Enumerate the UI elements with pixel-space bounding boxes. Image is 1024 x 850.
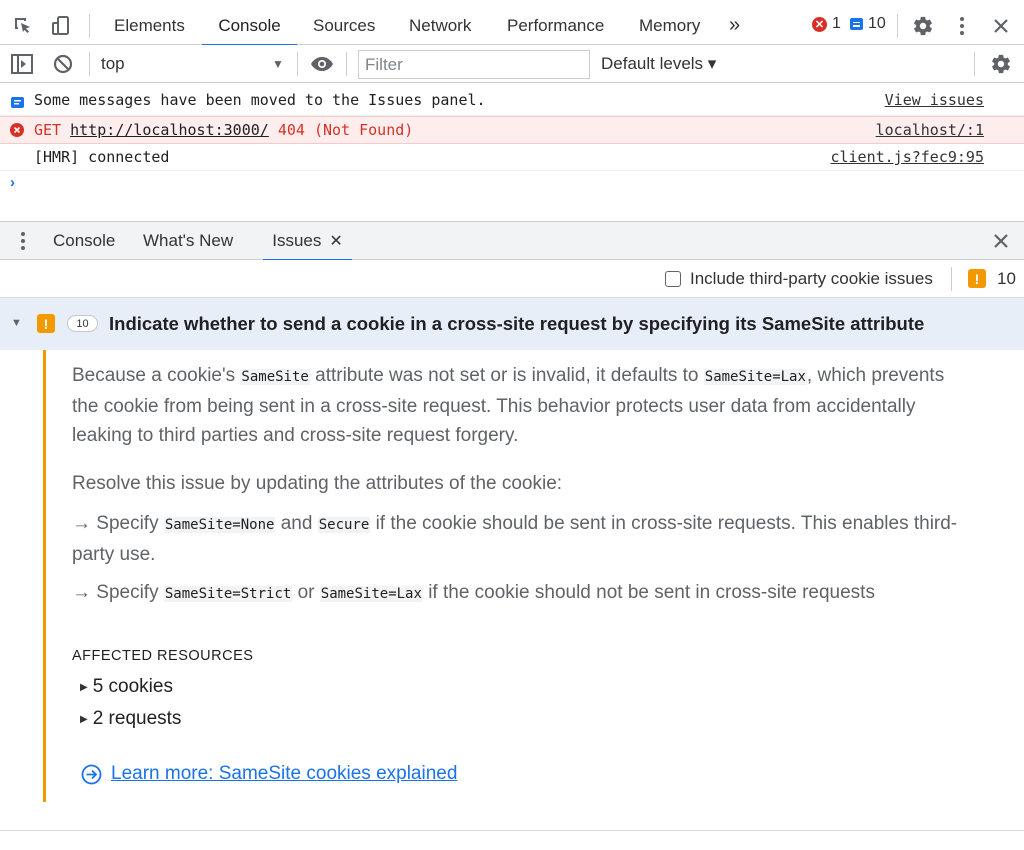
text-run: → Specify [72, 513, 164, 534]
console-filter-input[interactable] [358, 50, 590, 79]
checkbox-label[interactable]: Include third-party cookie issues [690, 269, 933, 288]
arrow-circle-icon [81, 764, 102, 785]
more-tabs-chevron-icon[interactable]: » [729, 14, 741, 36]
issue-body [0, 350, 1024, 830]
toolbar-divider [346, 52, 347, 76]
close-drawer-icon[interactable] [989, 229, 1013, 253]
message-count-badge[interactable] [850, 15, 886, 33]
live-expression-eye-icon[interactable] [309, 52, 335, 76]
tab-console[interactable] [202, 6, 297, 45]
text-run: , which prevents the cookie from being sent in a cross-site request. This behavior protects user data from accidentally leaking to third parties and cross-site request forgery. [72, 365, 945, 446]
more-options-kebab-icon[interactable] [950, 13, 974, 39]
error-count: 1 [832, 15, 841, 32]
info-message-icon [11, 95, 24, 113]
collapse-triangle-icon[interactable]: ▼ [11, 317, 22, 329]
console-message-info [0, 85, 1024, 116]
issue-description [72, 361, 972, 450]
devtools-main-tabbar [0, 6, 1024, 45]
issues-toolbar [0, 260, 1024, 298]
error-icon: ✕ [812, 17, 827, 32]
code-snippet: Secure [318, 517, 370, 533]
tab-elements[interactable] [114, 6, 185, 45]
code-snippet: SameSite=Lax [704, 369, 806, 385]
text-run: → Specify [72, 582, 164, 603]
affected-requests-toggle[interactable] [80, 708, 181, 730]
learn-more-text: Learn more: SameSite cookies explained [111, 763, 458, 784]
issue-severity-bar [43, 350, 46, 802]
view-issues-link[interactable]: View issues [884, 91, 984, 109]
message-text: [HMR] connected [34, 148, 170, 166]
error-count-badge[interactable] [812, 15, 841, 33]
text-run: if the cookie should not be sent in cross-site requests [422, 582, 875, 603]
javascript-context-select[interactable] [101, 45, 291, 83]
settings-gear-icon[interactable] [910, 13, 936, 39]
resolve-instructions: Resolve this issue by updating the attributes of the cookie: [72, 473, 563, 494]
drawer-menu-kebab-icon[interactable] [14, 230, 32, 252]
tab-label: Memory [639, 15, 701, 35]
issue-occurrence-count: 10 [67, 315, 98, 332]
context-value: top [101, 54, 125, 73]
expand-triangle-icon: ▶ [80, 713, 88, 725]
code-snippet: SameSite=None [164, 517, 275, 533]
learn-more-link[interactable] [81, 763, 457, 785]
message-count: 10 [868, 15, 886, 32]
text-run: Because a cookie's [72, 365, 241, 386]
drawer-tab-whats-new[interactable] [143, 222, 233, 260]
dropdown-arrow-icon: ▼ [272, 57, 284, 71]
source-location-link[interactable]: client.js?fec9:95 [830, 148, 984, 166]
error-message-icon [10, 123, 24, 141]
message-text: Some messages have been moved to the Issues panel. [34, 91, 486, 109]
text-run: and [275, 513, 318, 534]
tab-label: What's New [143, 231, 234, 250]
expand-triangle-icon: ▶ [80, 681, 88, 693]
warning-icon: ! [37, 314, 55, 333]
issue-count: 10 [997, 269, 1016, 288]
resource-label: 5 cookies [92, 676, 173, 697]
console-message-error [0, 116, 1024, 144]
tab-performance[interactable] [507, 6, 604, 45]
code-snippet: SameSite [241, 369, 309, 385]
toolbar-divider [89, 14, 90, 38]
log-levels-label: Default levels ▾ [601, 54, 717, 73]
device-toolbar-icon[interactable] [49, 14, 73, 38]
issue-title: Indicate whether to send a cookie in a cross-site request by specifying its SameSite attribute [109, 313, 925, 334]
tab-label: Performance [507, 15, 605, 35]
resolution-option-1 [72, 509, 997, 569]
close-tab-icon[interactable]: ✕ [329, 233, 343, 250]
code-snippet: SameSite=Lax [320, 586, 422, 602]
console-message-log [0, 144, 1024, 171]
third-party-cookie-checkbox[interactable] [665, 271, 681, 287]
tab-label: Issues [272, 231, 322, 250]
tab-label: Sources [313, 15, 376, 35]
error-text [34, 117, 413, 143]
http-status: 404 (Not Found) [277, 121, 414, 139]
tab-sources[interactable] [313, 6, 375, 45]
console-settings-gear-icon[interactable] [988, 51, 1014, 77]
message-icon [850, 18, 863, 30]
inspect-element-icon[interactable] [11, 14, 35, 38]
warning-icon: ! [968, 269, 986, 288]
tab-network[interactable] [409, 6, 471, 45]
panel-bottom-border [0, 830, 1024, 831]
log-levels-dropdown[interactable] [601, 45, 716, 83]
drawer-tabbar [0, 221, 1024, 260]
resource-label: 2 requests [92, 708, 182, 729]
issue-header[interactable] [0, 298, 1024, 350]
resolution-option-2 [72, 578, 997, 609]
text-run: if the cookie should be sent in cross-site requests. This enables third-party use. [72, 513, 958, 565]
affected-cookies-toggle[interactable] [80, 676, 173, 698]
code-snippet: SameSite=Strict [164, 586, 292, 602]
toolbar-divider [974, 52, 975, 76]
tab-label: Network [409, 15, 472, 35]
http-method: GET [34, 121, 62, 139]
request-url-link[interactable]: http://localhost:3000/ [70, 121, 269, 139]
drawer-tab-issues[interactable] [263, 222, 352, 260]
toolbar-divider [297, 52, 298, 76]
clear-console-icon[interactable] [51, 52, 75, 76]
console-toolbar [0, 45, 1024, 83]
tab-memory[interactable] [639, 6, 700, 45]
affected-resources-heading: AFFECTED RESOURCES [72, 648, 254, 664]
console-prompt-chevron-icon[interactable]: › [10, 174, 15, 191]
text-run: or [292, 582, 320, 603]
tab-label: Console [53, 231, 116, 250]
tab-label: Elements [114, 15, 185, 35]
toolbar-divider [951, 267, 952, 291]
drawer-tab-console[interactable] [53, 222, 115, 260]
text-run: attribute was not set or is invalid, it defaults to [309, 365, 704, 386]
source-location-link[interactable]: localhost/:1 [875, 121, 984, 139]
toolbar-divider [897, 14, 898, 38]
tab-label: Console [218, 15, 281, 35]
close-devtools-icon[interactable] [989, 13, 1013, 39]
toolbar-divider [89, 52, 90, 76]
show-sidebar-icon[interactable] [10, 52, 34, 76]
